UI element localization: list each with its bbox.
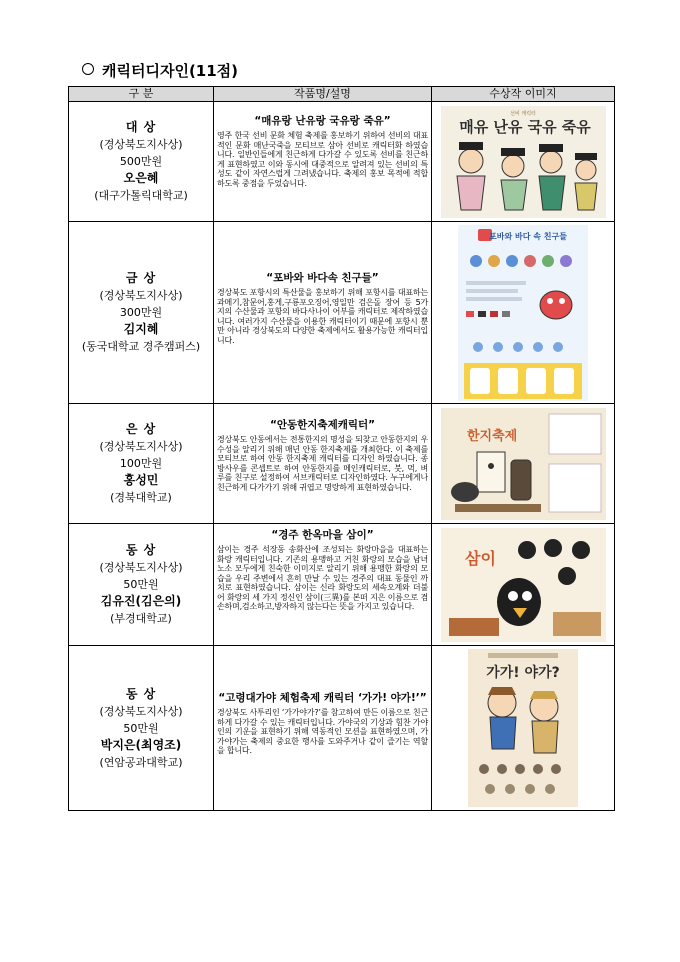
header-category: 구 분	[69, 87, 214, 102]
work-cell	[214, 524, 432, 646]
winner-name: 오은혜	[123, 171, 159, 185]
award-prize: 500만원	[119, 155, 163, 168]
work-cell	[214, 646, 432, 811]
winner-school: (연암공과대학교)	[99, 755, 183, 769]
image-cell	[432, 222, 615, 404]
winner-school: (경북대학교)	[110, 491, 172, 504]
awards-table	[68, 86, 615, 811]
award-image-poba	[458, 225, 588, 401]
table-header-row	[69, 87, 615, 102]
winner-name: 김지혜	[123, 322, 159, 336]
work-description: 경상북도 안동에서는 전통한지의 명성을 되찾고 안동한지의 우수성을 알리기 위해 매년 안동 한지축제를 개최한다. 이 축제를 모티브로 하여 안동 한지축제 캐릭터를 디자인 하였습니다. 종방사우를 콘셉트로 하여 안동한지를 메인캐릭터로, 붓, 먹, 벼루를 친구로 설정하여 서브캐릭터로 디자인하였다. 누구에게나 친근하게 다가가기 위해 귀엽고 명랑하게 표현하였습니다.	[217, 435, 428, 492]
image-caption: 한지축제	[466, 428, 517, 444]
award-info-cell	[69, 222, 214, 404]
award-image-gaga	[468, 649, 578, 807]
award-rank: 동 상	[125, 686, 157, 701]
award-rank: 은 상	[125, 422, 157, 436]
header-work: 작품명/설명	[214, 87, 432, 102]
award-name: (경상북도지사상)	[99, 138, 183, 151]
award-info-cell	[69, 404, 214, 524]
image-cell	[432, 102, 615, 222]
work-description: 경상북도 포항시의 특산물을 홍보하기 위해 포항시를 대표하는 과메기,참문어,홍게,구룡포오징어,영일만 검은돌 장어 등 5가지의 수산물과 포항의 바다사나이 어부를 캐릭터로 제작하였습니다. 여러가지 수산물을 이용한 캐릭터이기 때문에 포항시 뿐만 아니라 경상북도의 다양한 축제에서도 활용가능한 캐릭터입니다.	[217, 288, 428, 345]
work-title: “고령대가야 체험축제 캐릭터 ‘가가! 야가!’”	[218, 692, 427, 704]
award-name: (경상북도지사상)	[99, 289, 183, 302]
image-cell	[432, 524, 615, 646]
work-description: 경상북도 사투리인 ‘가가야가?’를 참고하여 만든 이름으로 친근하게 다가갈 수 있는 캐릭터입니다. 가야국의 기상과 힘찬 가야인의 기운을 표현하기 위해 역동적인 모션을 표현하였으며, 가가야가는 축제의 중요한 행사를 도와주거나 같이 즐기는 역할을 합니다.	[217, 708, 428, 755]
award-name: (경상북도지사상)	[99, 704, 183, 718]
award-info-cell	[69, 102, 214, 222]
award-rank: 금 상	[125, 271, 157, 285]
image-cell	[432, 646, 615, 811]
award-prize: 300만원	[119, 306, 163, 319]
work-description: 영주 한국 선비 문화 체험 축제를 홍보하기 위하여 선비의 대표적인 문화 매난국죽을 모티브로 삼아 선비로 캐릭터화 하였습니다. 일반인들에게 친근하게 다가갈 수 있도록 선비를 친근하게 표현하였고 이와 동시에 대중적으로 알려져 있는 선비의 특성도 같이 자연스럽게 그려냈습니다. 축제의 홍보 목적에 적합하도록 중점을 두었습니다.	[217, 131, 428, 188]
award-prize: 50만원	[123, 721, 159, 735]
award-image-sami	[441, 528, 606, 642]
table-row	[69, 222, 615, 404]
award-rank: 대 상	[125, 120, 157, 134]
work-title: “포바와 바다속 친구들”	[266, 272, 379, 284]
work-cell	[214, 404, 432, 524]
image-caption: 가가! 야가?	[486, 665, 560, 681]
award-prize: 50만원	[123, 578, 159, 591]
table-row	[69, 646, 615, 811]
winner-name: 김유진(김은의)	[100, 594, 182, 608]
award-info-cell	[69, 524, 214, 646]
winner-name: 박지은(최영조)	[100, 737, 182, 752]
section-heading	[82, 60, 238, 81]
table-row	[69, 102, 615, 222]
work-title: “경주 한옥마을 삼이”	[271, 529, 374, 541]
circle-bullet-icon	[82, 63, 94, 75]
winner-school: (부경대학교)	[110, 612, 172, 625]
award-name: (경상북도지사상)	[99, 561, 183, 574]
winner-name: 홍성민	[123, 473, 159, 487]
work-cell	[214, 222, 432, 404]
svg-text:선비 캐릭터: 선비 캐릭터	[509, 110, 536, 117]
work-title: “매유랑 난유랑 국유랑 죽유”	[254, 115, 391, 127]
award-image-maenanguk	[441, 106, 606, 218]
winner-school: (동국대학교 경주캠퍼스)	[81, 340, 201, 353]
award-name: (경상북도지사상)	[99, 440, 183, 453]
image-caption: 삼이	[464, 548, 496, 568]
winner-school: (대구가톨릭대학교)	[94, 189, 188, 202]
header-image: 수상작 이미지	[432, 87, 615, 102]
work-title: “안동한지축제캐릭터”	[269, 419, 376, 431]
table-row	[69, 524, 615, 646]
work-description: 삼이는 경주 석장동 송화산에 조성되는 화랑마을을 대표하는 화랑 캐릭터입니다. 기존의 용맹하고 거친 화랑의 모습을 남녀노소 모두에게 친숙한 이미지로 알리기 위해 용맹한 화랑의 모습을 우리 주변에서 흔히 만날 수 있는 경주의 대표 동물인 까치로 표현하였습니다. 삼이는 신라 화랑도의 세속오계와 더불어 화랑의 세 가지 정신인 삼이(三異)를 본떠 지은 이름으로 겸손하며,검소하고,방자하지 않는다는 뜻을 가지고 있습니다.	[217, 545, 428, 611]
image-cell	[432, 404, 615, 524]
work-cell	[214, 102, 432, 222]
award-prize: 100만원	[119, 457, 163, 470]
award-info-cell	[69, 646, 214, 811]
table-row	[69, 404, 615, 524]
section-title: 캐릭터디자인(11점)	[102, 62, 239, 80]
image-caption: 매유 난유 국유 죽유	[458, 117, 591, 136]
award-rank: 동 상	[125, 543, 157, 557]
award-image-hanji	[441, 408, 606, 520]
image-caption: 포바와 바다 속 친구들	[489, 231, 567, 241]
